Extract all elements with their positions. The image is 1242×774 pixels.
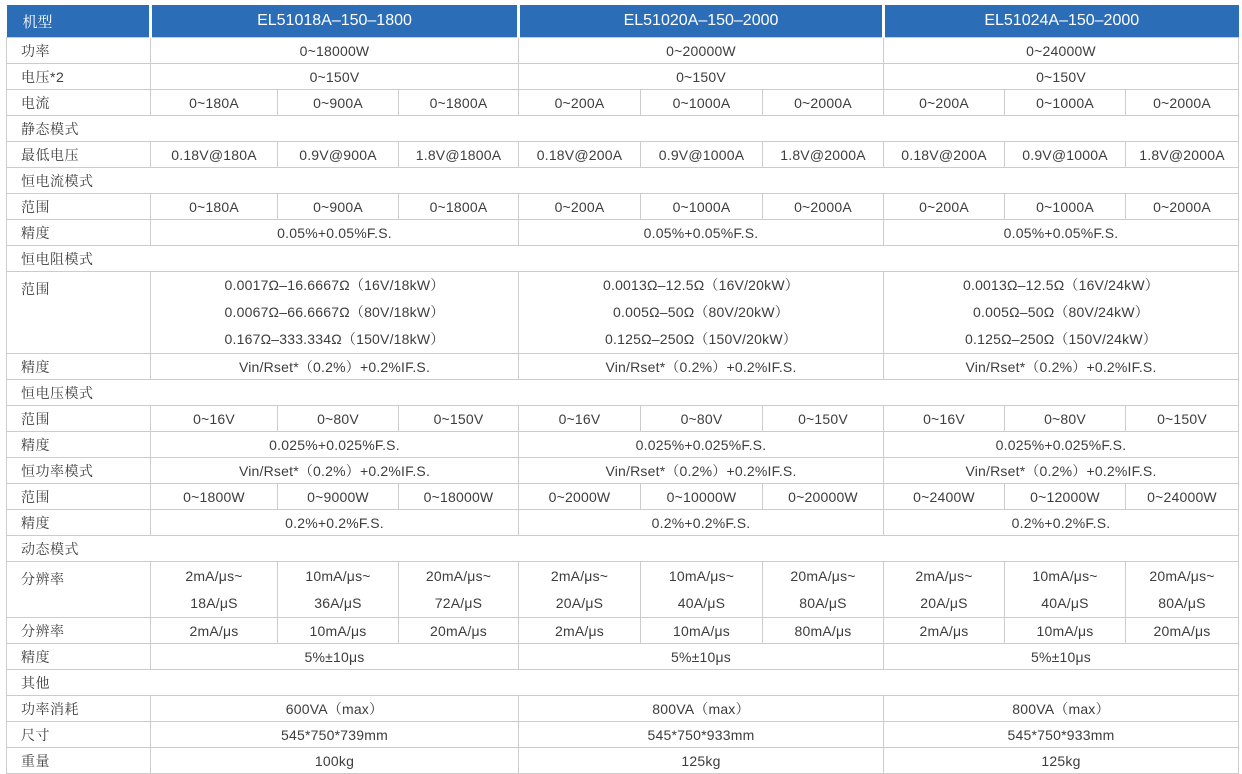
spec-cell: 0~80V — [1005, 406, 1126, 432]
spec-cell-line: 0.0067Ω–66.6667Ω（80V/18kW） — [224, 304, 445, 320]
spec-cell — [1126, 562, 1239, 618]
row-label: 恒功率模式 — [7, 458, 151, 484]
spec-cell: 0~150V — [763, 406, 884, 432]
spec-cell: 20mA/μs — [1126, 618, 1239, 644]
spec-cell: 0~150V — [884, 64, 1239, 90]
spec-cell: 0~20000W — [519, 38, 884, 64]
spec-cell-line: 20A/μS — [555, 594, 604, 611]
spec-cell: 0.05%+0.05%F.S. — [884, 220, 1239, 246]
row-label: 功率 — [7, 38, 151, 64]
spec-cell: 0~900A — [278, 194, 399, 220]
row-label: 范围 — [7, 406, 151, 432]
spec-cell-line: 80A/μS — [799, 594, 847, 611]
spec-cell: 0~2000A — [763, 194, 884, 220]
spec-cell-line: 10mA/μs~ — [305, 567, 371, 584]
row-label: 电流 — [7, 90, 151, 116]
spec-cell: 2mA/μs — [151, 618, 278, 644]
row-label: 精度 — [7, 354, 151, 380]
spec-row — [7, 194, 1239, 220]
spec-cell: Vin/Rset*（0.2%）+0.2%IF.S. — [519, 458, 884, 484]
spec-cell: 0~150V — [151, 64, 519, 90]
section-label: 动态模式 — [7, 536, 1239, 562]
section-row — [7, 116, 1239, 142]
spec-cell: 0~2000A — [763, 90, 884, 116]
spec-cell: 0~2000W — [519, 484, 641, 510]
spec-cell: 10mA/μs — [641, 618, 763, 644]
spec-cell — [151, 272, 519, 354]
spec-cell-line: 2mA/μs~ — [915, 567, 973, 584]
section-row — [7, 246, 1239, 272]
spec-cell: 5%±10μs — [884, 644, 1239, 670]
spec-cell: 0~24000W — [884, 38, 1239, 64]
spec-cell: 0~1000A — [1005, 194, 1126, 220]
spec-cell: 0~150V — [519, 64, 884, 90]
spec-cell: 0~2000A — [1126, 194, 1239, 220]
spec-row — [7, 722, 1239, 748]
spec-row — [7, 748, 1239, 774]
spec-cell: 125kg — [519, 748, 884, 774]
spec-cell-line: 20A/μS — [920, 594, 968, 611]
spec-cell: 0~24000W — [1126, 484, 1239, 510]
spec-cell: 0~1000A — [1005, 90, 1126, 116]
spec-cell: 800VA（max） — [519, 696, 884, 722]
spec-cell: 2mA/μs — [519, 618, 641, 644]
section-row — [7, 670, 1239, 696]
spec-cell: 0~20000W — [763, 484, 884, 510]
row-label: 精度 — [7, 644, 151, 670]
spec-cell-line: 40A/μS — [1041, 594, 1089, 611]
section-row — [7, 380, 1239, 406]
row-label: 精度 — [7, 432, 151, 458]
model-header-el51024a: EL51024A–150–2000 — [884, 5, 1239, 38]
spec-cell-line: 20mA/μs~ — [1149, 567, 1215, 584]
spec-cell: 0~200A — [884, 194, 1005, 220]
row-label: 电压*2 — [7, 64, 151, 90]
spec-cell: 0~80V — [278, 406, 399, 432]
spec-cell: 800VA（max） — [884, 696, 1239, 722]
row-label: 重量 — [7, 748, 151, 774]
spec-row — [7, 90, 1239, 116]
spec-cell-line: 20mA/μs~ — [790, 567, 856, 584]
spec-cell: 545*750*739mm — [151, 722, 519, 748]
spec-cell: 0~200A — [884, 90, 1005, 116]
spec-cell: 0~2400W — [884, 484, 1005, 510]
spec-cell: 0~150V — [1126, 406, 1239, 432]
spec-row — [7, 64, 1239, 90]
spec-cell — [763, 562, 884, 618]
spec-cell: 10mA/μs — [278, 618, 399, 644]
spec-cell: 0.05%+0.05%F.S. — [151, 220, 519, 246]
spec-cell-line: 40A/μS — [677, 594, 726, 611]
spec-cell: 0~180A — [151, 194, 278, 220]
spec-cell-line: 10mA/μs~ — [1032, 567, 1098, 584]
row-label: 精度 — [7, 510, 151, 536]
spec-cell-line: 20mA/μs~ — [425, 567, 492, 584]
row-label: 精度 — [7, 220, 151, 246]
spec-row — [7, 484, 1239, 510]
spec-cell-line: 2mA/μs~ — [185, 567, 243, 584]
spec-cell: 0~1000A — [641, 194, 763, 220]
spec-row — [7, 562, 1239, 618]
spec-cell: 0~2000A — [1126, 90, 1239, 116]
spec-cell — [519, 562, 641, 618]
row-label: 范围 — [7, 194, 151, 220]
spec-cell: 0~18000W — [151, 38, 519, 64]
spec-cell: 0~1800W — [151, 484, 278, 510]
spec-cell-line: 10mA/μs~ — [668, 567, 735, 584]
row-label: 最低电压 — [7, 142, 151, 168]
model-header-el51018a: EL51018A–150–1800 — [151, 5, 519, 38]
section-label: 恒电阻模式 — [7, 246, 1239, 272]
spec-cell: 1.8V@2000A — [763, 142, 884, 168]
section-row — [7, 168, 1239, 194]
spec-cell: 10mA/μs — [1005, 618, 1126, 644]
spec-cell: 80mA/μs — [763, 618, 884, 644]
spec-cell: 0~200A — [519, 90, 641, 116]
spec-cell: 0.2%+0.2%F.S. — [884, 510, 1239, 536]
spec-row — [7, 142, 1239, 168]
spec-row — [7, 272, 1239, 354]
spec-cell — [278, 562, 399, 618]
spec-row — [7, 220, 1239, 246]
spec-cell: Vin/Rset*（0.2%）+0.2%IF.S. — [151, 458, 519, 484]
spec-cell: 20mA/μs — [399, 618, 519, 644]
spec-cell: 0.025%+0.025%F.S. — [884, 432, 1239, 458]
spec-cell: 125kg — [884, 748, 1239, 774]
section-row — [7, 536, 1239, 562]
spec-cell: Vin/Rset*（0.2%）+0.2%IF.S. — [151, 354, 519, 380]
spec-table — [6, 5, 1239, 774]
row-label: 范围 — [7, 484, 151, 510]
spec-cell: 0~1800A — [399, 90, 519, 116]
spec-cell-line: 0.0013Ω–12.5Ω（16V/24kW） — [963, 277, 1159, 293]
spec-cell: 0.9V@1000A — [641, 142, 763, 168]
spec-cell-line: 0.005Ω–50Ω（80V/20kW） — [613, 304, 789, 320]
spec-row — [7, 510, 1239, 536]
spec-cell-line: 0.125Ω–250Ω（150V/24kW） — [965, 331, 1157, 347]
spec-cell: 0~10000W — [641, 484, 763, 510]
spec-cell: 0~900A — [278, 90, 399, 116]
row-label: 尺寸 — [7, 722, 151, 748]
spec-cell: 0~16V — [884, 406, 1005, 432]
spec-cell-line: 0.125Ω–250Ω（150V/20kW） — [605, 331, 797, 347]
model-header-row — [7, 5, 1239, 38]
spec-cell: 0.025%+0.025%F.S. — [151, 432, 519, 458]
spec-cell: 0.025%+0.025%F.S. — [519, 432, 884, 458]
spec-cell — [519, 272, 884, 354]
spec-cell: 0.9V@1000A — [1005, 142, 1126, 168]
spec-cell-line: 0.167Ω–333.334Ω（150V/18kW） — [224, 331, 445, 347]
spec-cell-line: 0.005Ω–50Ω（80V/24kW） — [973, 304, 1149, 320]
spec-cell — [399, 562, 519, 618]
spec-cell-line: 0.0017Ω–16.6667Ω（16V/18kW） — [224, 277, 445, 293]
spec-cell-line: 80A/μS — [1158, 594, 1206, 611]
spec-cell — [1005, 562, 1126, 618]
row-label: 范围 — [7, 272, 151, 354]
row-label: 分辨率 — [7, 618, 151, 644]
spec-cell: 5%±10μs — [151, 644, 519, 670]
spec-cell: 0.2%+0.2%F.S. — [151, 510, 519, 536]
spec-cell — [151, 562, 278, 618]
spec-cell: 600VA（max） — [151, 696, 519, 722]
spec-cell-line: 2mA/μs~ — [550, 567, 609, 584]
spec-cell: 1.8V@1800A — [399, 142, 519, 168]
spec-cell: 0.18V@200A — [519, 142, 641, 168]
spec-cell: 0~150V — [399, 406, 519, 432]
spec-cell: 100kg — [151, 748, 519, 774]
spec-cell — [884, 272, 1239, 354]
spec-cell: 0~12000W — [1005, 484, 1126, 510]
spec-cell-line: 72A/μS — [434, 594, 483, 611]
spec-cell: Vin/Rset*（0.2%）+0.2%IF.S. — [519, 354, 884, 380]
spec-table-body — [7, 38, 1239, 774]
spec-cell: 0~9000W — [278, 484, 399, 510]
spec-cell: 0~1800A — [399, 194, 519, 220]
spec-cell-line: 0.0013Ω–12.5Ω（16V/20kW） — [603, 277, 799, 293]
spec-row — [7, 406, 1239, 432]
spec-cell: 0.2%+0.2%F.S. — [519, 510, 884, 536]
section-label: 其他 — [7, 670, 1239, 696]
spec-cell-line: 18A/μS — [190, 594, 238, 611]
spec-cell: Vin/Rset*（0.2%）+0.2%IF.S. — [884, 458, 1239, 484]
spec-cell: 0~16V — [151, 406, 278, 432]
spec-cell: 0~1000A — [641, 90, 763, 116]
spec-row — [7, 458, 1239, 484]
section-label: 恒电流模式 — [7, 168, 1239, 194]
spec-cell — [641, 562, 763, 618]
spec-cell: 0.18V@180A — [151, 142, 278, 168]
model-header-el51020a: EL51020A–150–2000 — [519, 5, 884, 38]
spec-cell: 0~200A — [519, 194, 641, 220]
spec-cell: 545*750*933mm — [519, 722, 884, 748]
spec-row — [7, 618, 1239, 644]
section-label: 恒电压模式 — [7, 380, 1239, 406]
row-label: 功率消耗 — [7, 696, 151, 722]
spec-row — [7, 354, 1239, 380]
section-label: 静态模式 — [7, 116, 1239, 142]
spec-cell: 0~18000W — [399, 484, 519, 510]
row-label: 分辨率 — [7, 562, 151, 618]
spec-cell — [884, 562, 1005, 618]
spec-cell: Vin/Rset*（0.2%）+0.2%IF.S. — [884, 354, 1239, 380]
spec-row — [7, 696, 1239, 722]
spec-cell: 1.8V@2000A — [1126, 142, 1239, 168]
spec-cell: 5%±10μs — [519, 644, 884, 670]
spec-row — [7, 644, 1239, 670]
spec-cell: 0~80V — [641, 406, 763, 432]
spec-cell: 545*750*933mm — [884, 722, 1239, 748]
spec-cell-line: 36A/μS — [314, 594, 362, 611]
spec-row — [7, 38, 1239, 64]
model-column-label: 机型 — [7, 5, 151, 38]
spec-cell: 0~16V — [519, 406, 641, 432]
spec-cell: 0.18V@200A — [884, 142, 1005, 168]
spec-cell: 2mA/μs — [884, 618, 1005, 644]
spec-cell: 0.9V@900A — [278, 142, 399, 168]
spec-cell: 0.05%+0.05%F.S. — [519, 220, 884, 246]
spec-row — [7, 432, 1239, 458]
spec-cell: 0~180A — [151, 90, 278, 116]
